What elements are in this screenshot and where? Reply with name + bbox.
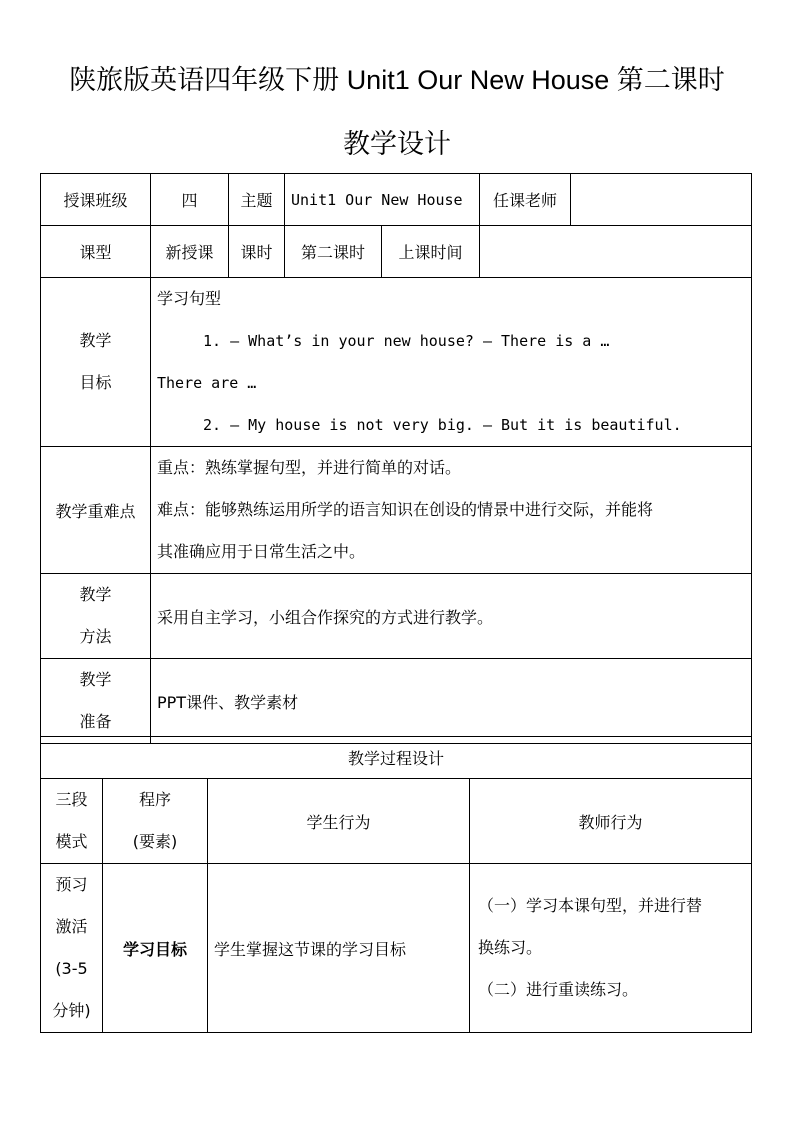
teacher-header: 教师行为 [470, 779, 752, 864]
key-points-label: 教学重难点 [41, 447, 151, 574]
teacher-line3: （二）进行重读练习。 [478, 980, 639, 999]
student-header: 学生行为 [208, 779, 470, 864]
stage-line2: 激活 [55, 917, 88, 936]
goals-label-2: 目标 [79, 373, 112, 392]
key-points-content [151, 447, 752, 574]
period-value: 第二课时 [285, 226, 382, 277]
process-title: 教学过程设计 [41, 737, 752, 779]
stage-cell [41, 864, 103, 1033]
difficult-point: 难点：能够熟练运用所学的语言知识在创设的情景中进行交际，并能将 [157, 500, 654, 519]
difficult-point-cont: 其准确应用于日常生活之中。 [157, 542, 366, 561]
period-value-and-time-label [285, 226, 480, 278]
stage-header-2: 模式 [55, 832, 88, 851]
prep-text: PPT课件、教学素材 [151, 659, 752, 744]
student-cell: 学生掌握这节课的学习目标 [208, 864, 470, 1033]
prep-label-1: 教学 [79, 670, 112, 689]
method-text: 采用自主学习，小组合作探究的方式进行教学。 [151, 574, 752, 659]
teacher-line1: （一）学习本课句型，并进行替 [478, 896, 703, 915]
key-point: 重点：熟练掌握句型，并进行简单的对话。 [157, 458, 462, 477]
program-header-2: (要素) [132, 832, 178, 851]
method-label-1: 教学 [79, 585, 112, 604]
type-label: 课型 [41, 226, 151, 278]
type-value: 新授课 [151, 226, 229, 278]
process-table [40, 736, 752, 1033]
time-label: 上课时间 [398, 243, 463, 262]
method-label [41, 574, 151, 659]
stage-header-1: 三段 [55, 790, 88, 809]
goals-line4: 2. — My house is not very big. — But it is beautiful. [203, 416, 682, 434]
stage-line1: 预习 [55, 875, 88, 894]
period-label: 课时 [229, 226, 285, 278]
time-value [480, 226, 752, 278]
program-cell: 学习目标 [103, 864, 208, 1033]
goals-content [151, 278, 752, 447]
lesson-info-table [40, 173, 752, 744]
method-label-2: 方法 [79, 627, 112, 646]
topic-value: Unit1 Our New House [285, 174, 480, 226]
goals-line2: 1. — What’s in your new house? — There is a … [203, 332, 610, 350]
topic-label: 主题 [229, 174, 285, 226]
teacher-cell [470, 864, 752, 1033]
prep-label-2: 准备 [79, 712, 112, 731]
stage-line3: (3-5 [55, 959, 88, 978]
prep-label [41, 659, 151, 744]
goals-line3: There are … [157, 374, 257, 392]
program-header [103, 779, 208, 864]
goals-line1: 学习句型 [157, 289, 222, 308]
program-header-1: 程序 [138, 790, 171, 809]
document-title-line1: 陕旅版英语四年级下册 Unit1 Our New House 第二课时 [69, 65, 725, 95]
teacher-line2: 换练习。 [478, 938, 543, 957]
goals-label-1: 教学 [79, 331, 112, 350]
class-value: 四 [151, 174, 229, 226]
class-label: 授课班级 [41, 174, 151, 226]
stage-header [41, 779, 103, 864]
stage-line4: 分钟) [52, 1001, 91, 1020]
teacher-value [571, 174, 752, 226]
teacher-label: 任课老师 [480, 174, 571, 226]
goals-label [41, 278, 151, 447]
document-title-line2: 教学设计 [343, 129, 451, 159]
